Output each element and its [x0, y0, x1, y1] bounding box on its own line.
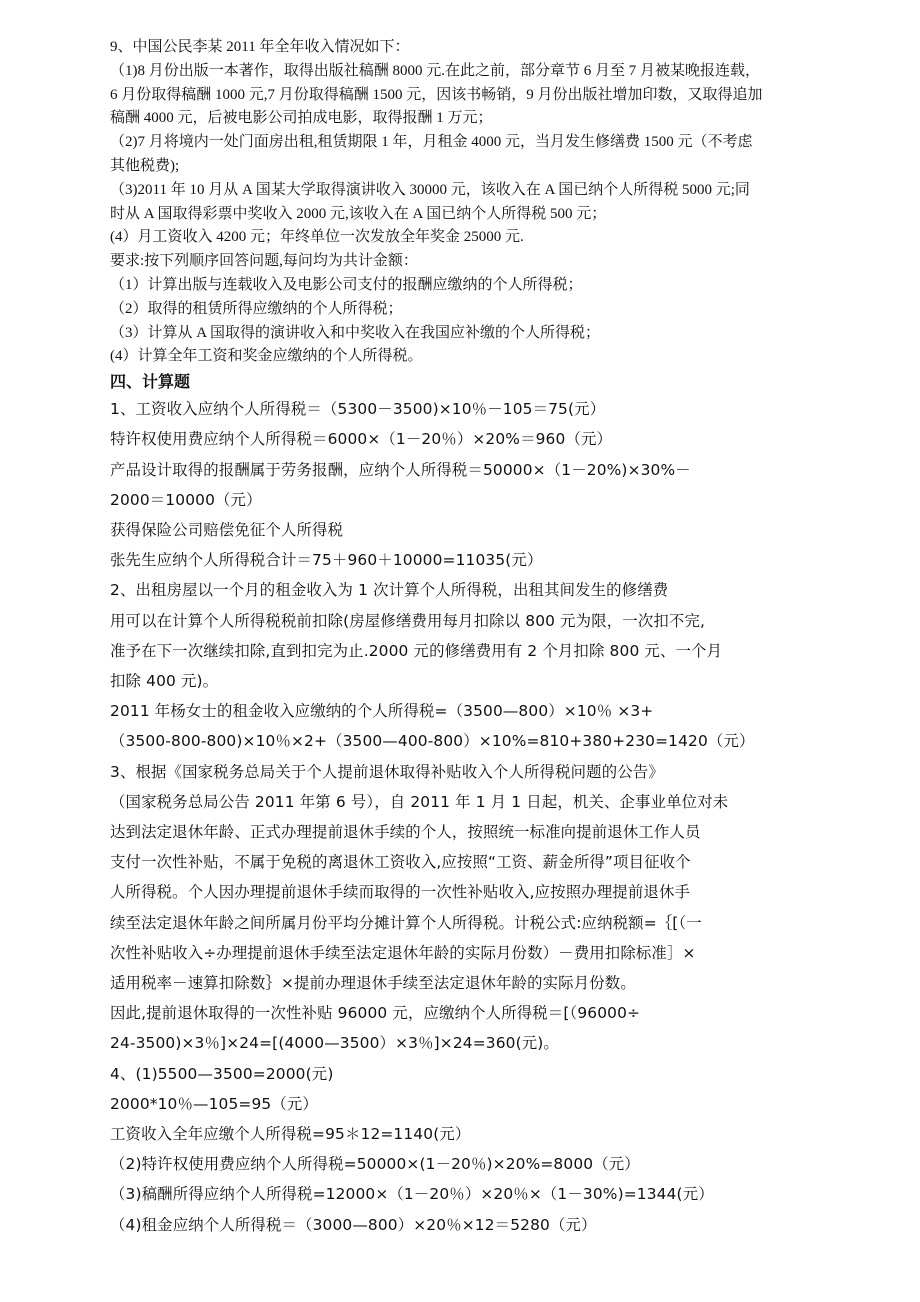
question-line: （3)2011 年 10 月从 A 国某大学取得演讲收入 30000 元，该收入在 A 国已纳个人所得税 5000 元;同	[110, 181, 750, 198]
answer-line: 2011 年杨女士的租金收入应缴纳的个人所得税=（3500—800）×10％ ×3+	[110, 702, 654, 721]
answer-line: （3500-800-800)×10％×2+（3500—400-800）×10%=810+380+230=1420（元）	[110, 732, 755, 751]
answer-line: 产品设计取得的报酬属于劳务报酬，应纳个人所得税＝50000×（1－20%)×30%－	[110, 460, 691, 479]
answer-line: 支付一次性补贴，不属于免税的离退休工资收入,应按照“工资、薪金所得”项目征收个	[110, 853, 691, 872]
question-line: （3）计算从 A 国取得的演讲收入和中奖收入在我国应补缴的个人所得税；	[110, 324, 601, 341]
answer-line: 2000＝10000（元）	[110, 490, 262, 509]
answer-line: （3)稿酬所得应纳个人所得税=12000×（1－20％）×20％×（1－30%)=1344(元）	[110, 1185, 714, 1204]
question-block	[110, 36, 824, 369]
answer-line: （国家税务总局公告 2011 年第 6 号），自 2011 年 1 月 1 日起，机关、企事业单位对未	[110, 792, 729, 811]
answer-line: 2、出租房屋以一个月的租金收入为 1 次计算个人所得税，出租其间发生的修缮费	[110, 581, 669, 600]
question-line: 要求:按下列顺序回答问题,每问均为共计金额：	[110, 253, 418, 270]
answer-line: （2)特许权使用费应纳个人所得税=50000×(1－20％)×20%=8000（元）	[110, 1155, 640, 1174]
question-line: (4）月工资收入 4200 元；年终单位一次发放全年奖金 25000 元.	[110, 229, 524, 246]
question-line: 6 月份取得稿酬 1000 元,7 月份取得稿酬 1500 元，因该书畅销，9 月份出版社增加印数，又取得追加	[110, 86, 763, 103]
answer-line: 张先生应纳个人所得税合计＝75＋960＋10000=11035(元）	[110, 551, 543, 570]
answer-line: 因此,提前退休取得的一次性补贴 96000 元，应缴纳个人所得税＝[（96000÷	[110, 1004, 641, 1023]
answer-line: 3、根据《国家税务总局关于个人提前退休取得补贴收入个人所得税问题的公告》	[110, 762, 664, 781]
answer-line: 准予在下一次继续扣除,直到扣完为止.2000 元的修缮费用有 2 个月扣除 800 元、一个月	[110, 641, 723, 660]
question-line: (4）计算全年工资和奖金应缴纳的个人所得税。	[110, 348, 423, 365]
answers-block	[110, 394, 824, 1240]
question-line: （2)7 月将境内一处门面房出租,租赁期限 1 年，月租金 4000 元，当月发生修缮费 1500 元（不考虑	[110, 134, 753, 151]
answer-line: 次性补贴收入÷办理提前退休手续至法定退休年龄的实际月份数）－费用扣除标准］×	[110, 943, 696, 962]
answer-line: 24-3500)×3％]×24=[(4000—3500）×3％]×24=360(元)。	[110, 1034, 559, 1053]
answer-line: 1、工资收入应纳个人所得税＝（5300－3500)×10％－105＝75(元）	[110, 400, 606, 419]
answer-line: 达到法定退休年龄、正式办理提前退休手续的个人，按照统一标准向提前退休工作人员	[110, 823, 701, 841]
answer-line: 4、(1)5500—3500=2000(元)	[110, 1064, 334, 1083]
question-line: 其他税费);	[110, 157, 180, 174]
section-title: 四、计算题	[110, 372, 191, 392]
question-line: （1）计算出版与连载收入及电影公司支付的报酬应缴纳的个人所得税；	[110, 276, 583, 293]
question-line: 稿酬 4000 元，后被电影公司拍成电影，取得报酬 1 万元；	[110, 110, 493, 127]
answer-line: 人所得税。个人因办理提前退休手续而取得的一次性补贴收入,应按照办理提前退休手	[110, 883, 691, 902]
question-line: 9、中国公民李某 2011 年全年收入情况如下：	[110, 39, 410, 55]
answer-line: 适用税率－速算扣除数｝×提前办理退休手续至法定退休年龄的实际月份数。	[110, 974, 636, 993]
question-line: （2）取得的租赁所得应缴纳的个人所得税；	[110, 300, 403, 317]
answer-line: 扣除 400 元)。	[110, 671, 219, 690]
question-line: 时从 A 国取得彩票中奖收入 2000 元,该收入在 A 国已纳个人所得税 500 元；	[110, 205, 607, 222]
answer-line: （4)租金应纳个人所得税＝（3000—800）×20％×12＝5280（元）	[110, 1215, 597, 1234]
answer-line: 用可以在计算个人所得税税前扣除(房屋修缮费用每月扣除以 800 元为限，一次扣不完,	[110, 611, 706, 630]
answer-line: 续至法定退休年龄之间所属月份平均分摊计算个人所得税。计税公式:应纳税额=｛[（一	[110, 913, 702, 932]
answer-line: 工资收入全年应缴个人所得税=95＊12=1140(元）	[110, 1125, 471, 1144]
answer-line: 特许权使用费应纳个人所得税＝6000×（1－20％）×20%＝960（元）	[110, 430, 613, 449]
question-line: （1)8 月份出版一本著作，取得出版社稿酬 8000 元.在此之前，部分章节 6 月至 7 月被某晚报连载，	[110, 62, 760, 79]
answer-line: 获得保险公司赔偿免征个人所得税	[110, 520, 344, 539]
answer-line: 2000*10％—105=95（元）	[110, 1094, 318, 1113]
